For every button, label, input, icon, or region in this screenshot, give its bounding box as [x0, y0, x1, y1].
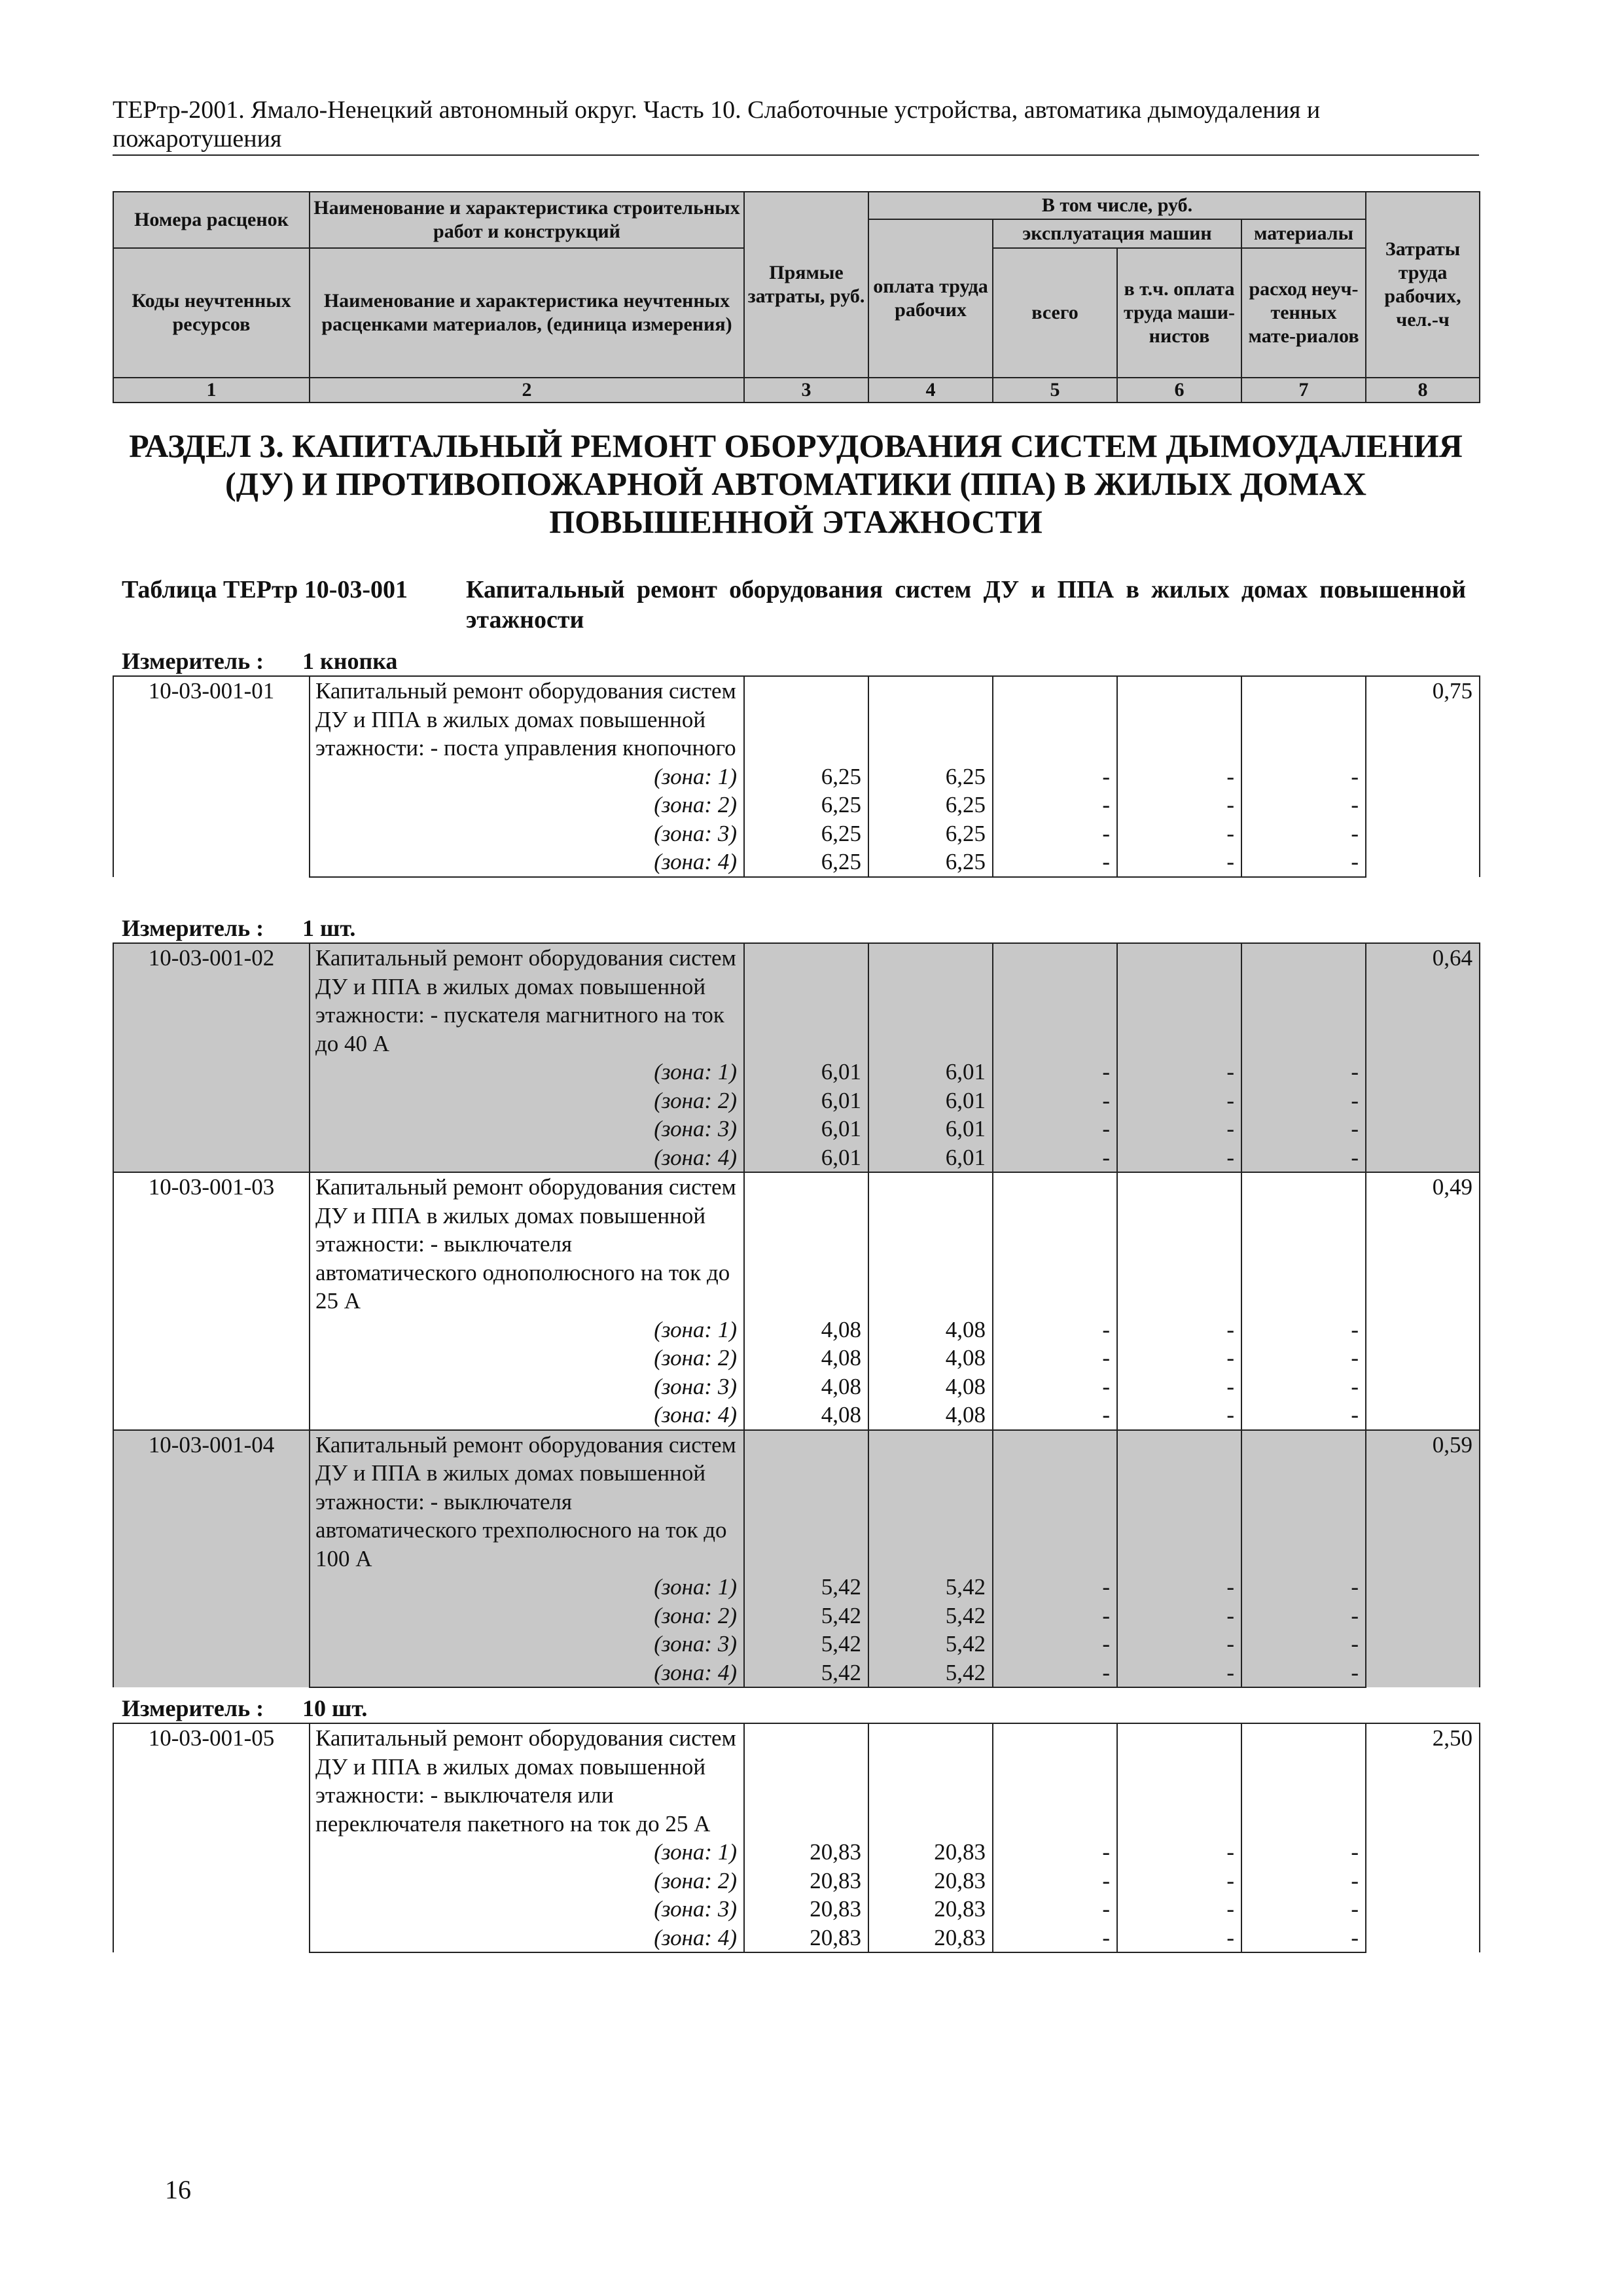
col-codes: Коды неучтенных ресурсов: [113, 248, 310, 378]
measure-label: Измеритель :: [122, 915, 264, 941]
material-use: -: [1241, 1086, 1366, 1115]
zone-label: (зона: 3): [310, 1372, 744, 1401]
worker-pay: 6,25: [868, 819, 993, 848]
direct-cost: 5,42: [744, 1630, 868, 1659]
machine-cost: -: [993, 1659, 1117, 1688]
direct-cost: 6,01: [744, 1143, 868, 1173]
col-number: 3: [744, 378, 868, 403]
machinist-pay: -: [1117, 1602, 1241, 1630]
zone-label: (зона: 4): [310, 848, 744, 877]
zone-label: (зона: 2): [310, 791, 744, 819]
machine-cost: -: [993, 819, 1117, 848]
rate-code: 10-03-001-03: [113, 1172, 310, 1430]
worker-pay: 6,01: [868, 1058, 993, 1086]
machinist-pay: -: [1117, 1372, 1241, 1401]
labor-cost: 2,50: [1366, 1723, 1480, 1952]
col-number: 7: [1241, 378, 1366, 403]
direct-cost: 20,83: [744, 1867, 868, 1895]
machinist-pay: -: [1117, 1895, 1241, 1924]
rate-name: Капитальный ремонт оборудования систем ДУ и ППА в жилых домах повышенной этажности: - пускателя магнитного на ток до 40 А: [310, 943, 744, 1058]
machine-cost: -: [993, 1630, 1117, 1659]
labor-cost: 0,64: [1366, 943, 1480, 1172]
worker-pay: 20,83: [868, 1838, 993, 1867]
material-use: -: [1241, 791, 1366, 819]
material-use: -: [1241, 1630, 1366, 1659]
col-number: 1: [113, 378, 310, 403]
measure-line: [122, 648, 398, 674]
direct-cost: 20,83: [744, 1924, 868, 1953]
measure-value: 1 шт.: [302, 915, 356, 941]
worker-pay: 4,08: [868, 1401, 993, 1430]
col-total: всего: [993, 248, 1117, 378]
worker-pay: 6,01: [868, 1086, 993, 1115]
zone-label: (зона: 2): [310, 1344, 744, 1372]
machinist-pay: -: [1117, 819, 1241, 848]
rate-entry: [113, 1723, 1480, 1952]
column-header-table: [113, 191, 1480, 403]
rate-name: Капитальный ремонт оборудования систем ДУ и ППА в жилых домах повышенной этажности: - выключателя или переключателя пакетного на ток до 25 А: [310, 1723, 744, 1838]
machine-cost: -: [993, 1058, 1117, 1086]
col-work-name: Наименование и характеристика строительных работ и конструкций: [310, 192, 744, 248]
machinist-pay: -: [1117, 762, 1241, 791]
direct-cost: 5,42: [744, 1573, 868, 1602]
col-materials: материалы: [1241, 219, 1366, 248]
worker-pay: 6,25: [868, 762, 993, 791]
table-caption-text: Капитальный ремонт оборудования систем ДУ и ППА в жилых домах повышенной этажности: [466, 576, 1466, 634]
direct-cost: 5,42: [744, 1602, 868, 1630]
zone-label: (зона: 3): [310, 1630, 744, 1659]
machine-cost: -: [993, 1143, 1117, 1173]
measure-line: [122, 915, 356, 941]
machinist-pay: -: [1117, 1086, 1241, 1115]
col-machines: эксплуатация машин: [993, 219, 1241, 248]
material-use: -: [1241, 1344, 1366, 1372]
table-caption-label: Таблица ТЕРтр 10-03-001: [122, 576, 408, 603]
worker-pay: 5,42: [868, 1602, 993, 1630]
measure-value: 1 кнопка: [302, 648, 398, 674]
col-number: 6: [1117, 378, 1241, 403]
rate-code: 10-03-001-02: [113, 943, 310, 1172]
zone-label: (зона: 3): [310, 1115, 744, 1143]
direct-cost: 5,42: [744, 1659, 868, 1688]
rate-entry: [113, 1172, 1480, 1430]
machine-cost: -: [993, 1573, 1117, 1602]
machinist-pay: -: [1117, 848, 1241, 877]
rate-name: Капитальный ремонт оборудования систем ДУ и ППА в жилых домах повышенной этажности: - выключателя автоматического однополюсного на ток до 25 А: [310, 1172, 744, 1316]
worker-pay: 5,42: [868, 1630, 993, 1659]
machine-cost: -: [993, 1372, 1117, 1401]
col-number: 4: [868, 378, 993, 403]
material-use: -: [1241, 1659, 1366, 1688]
zone-label: (зона: 2): [310, 1086, 744, 1115]
col-rate-numbers: Номера расценок: [113, 192, 310, 248]
col-number: 2: [310, 378, 744, 403]
material-use: -: [1241, 1867, 1366, 1895]
machine-cost: -: [993, 1602, 1117, 1630]
direct-cost: 4,08: [744, 1401, 868, 1430]
machine-cost: -: [993, 848, 1117, 877]
material-use: -: [1241, 819, 1366, 848]
worker-pay: 6,25: [868, 791, 993, 819]
measure-label: Измеритель :: [122, 1695, 264, 1721]
worker-pay: 20,83: [868, 1867, 993, 1895]
zone-label: (зона: 2): [310, 1867, 744, 1895]
page-number: 16: [165, 2175, 191, 2204]
col-machinist-pay: в т.ч. оплата труда маши-нистов: [1117, 248, 1241, 378]
machine-cost: -: [993, 1895, 1117, 1924]
machinist-pay: -: [1117, 1401, 1241, 1430]
col-number: 5: [993, 378, 1117, 403]
machinist-pay: -: [1117, 1058, 1241, 1086]
zone-label: (зона: 1): [310, 1838, 744, 1867]
machine-cost: -: [993, 1115, 1117, 1143]
worker-pay: 4,08: [868, 1344, 993, 1372]
machinist-pay: -: [1117, 1115, 1241, 1143]
machinist-pay: -: [1117, 1344, 1241, 1372]
machine-cost: -: [993, 791, 1117, 819]
machinist-pay: -: [1117, 1573, 1241, 1602]
rate-code: 10-03-001-01: [113, 676, 310, 877]
material-use: -: [1241, 1058, 1366, 1086]
machinist-pay: -: [1117, 1838, 1241, 1867]
zone-label: (зона: 1): [310, 1058, 744, 1086]
zone-label: (зона: 3): [310, 819, 744, 848]
worker-pay: 5,42: [868, 1659, 993, 1688]
material-use: -: [1241, 1316, 1366, 1344]
worker-pay: 5,42: [868, 1573, 993, 1602]
col-number: 8: [1366, 378, 1480, 403]
document-header: ТЕРтр-2001. Ямало-Ненецкий автономный округ. Часть 10. Слаботочные устройства, автоматика дымоудаления и пожаротушения: [113, 96, 1479, 156]
machinist-pay: -: [1117, 1867, 1241, 1895]
rate-table: [113, 942, 1480, 1688]
rate-name: Капитальный ремонт оборудования систем ДУ и ППА в жилых домах повышенной этажности: - выключателя автоматического трехполюсного на ток до 100 А: [310, 1430, 744, 1573]
machinist-pay: -: [1117, 1143, 1241, 1173]
zone-label: (зона: 4): [310, 1143, 744, 1173]
measure-line: [122, 1695, 368, 1721]
rate-code: 10-03-001-05: [113, 1723, 310, 1952]
direct-cost: 20,83: [744, 1838, 868, 1867]
machinist-pay: -: [1117, 1630, 1241, 1659]
zone-label: (зона: 3): [310, 1895, 744, 1924]
rate-entry: [113, 943, 1480, 1172]
section-title: РАЗДЕЛ 3. КАПИТАЛЬНЫЙ РЕМОНТ ОБОРУДОВАНИЯ СИСТЕМ ДЫМОУДАЛЕНИЯ (ДУ) И ПРОТИВОПОЖАРНОЙ АВТОМАТИКИ (ППА) В ЖИЛЫХ ДОМАХ ПОВЫШЕННОЙ ЭТАЖНОСТИ: [129, 427, 1463, 540]
material-use: -: [1241, 1372, 1366, 1401]
col-worker-pay: оплата труда рабочих: [868, 219, 993, 378]
rate-code: 10-03-001-04: [113, 1430, 310, 1688]
material-use: -: [1241, 1602, 1366, 1630]
zone-label: (зона: 4): [310, 1401, 744, 1430]
col-material-use: расход неуч-тенных мате-риалов: [1241, 248, 1366, 378]
direct-cost: 4,08: [744, 1316, 868, 1344]
zone-label: (зона: 4): [310, 1659, 744, 1688]
direct-cost: 20,83: [744, 1895, 868, 1924]
rate-table: [113, 675, 1480, 878]
material-use: -: [1241, 1573, 1366, 1602]
rate-table: [113, 1723, 1480, 1953]
direct-cost: 6,01: [744, 1115, 868, 1143]
direct-cost: 6,25: [744, 819, 868, 848]
zone-label: (зона: 1): [310, 1316, 744, 1344]
machinist-pay: -: [1117, 791, 1241, 819]
zone-label: (зона: 2): [310, 1602, 744, 1630]
zone-label: (зона: 1): [310, 762, 744, 791]
col-labor: Затраты труда рабочих, чел.-ч: [1366, 192, 1480, 378]
material-use: -: [1241, 1838, 1366, 1867]
direct-cost: 6,25: [744, 791, 868, 819]
worker-pay: 20,83: [868, 1895, 993, 1924]
worker-pay: 6,01: [868, 1143, 993, 1173]
machine-cost: -: [993, 1344, 1117, 1372]
direct-cost: 6,25: [744, 848, 868, 877]
worker-pay: 4,08: [868, 1372, 993, 1401]
machinist-pay: -: [1117, 1924, 1241, 1953]
machinist-pay: -: [1117, 1659, 1241, 1688]
labor-cost: 0,59: [1366, 1430, 1480, 1688]
labor-cost: 0,75: [1366, 676, 1480, 877]
machine-cost: -: [993, 1838, 1117, 1867]
measure-label: Измеритель :: [122, 648, 264, 674]
direct-cost: 6,25: [744, 762, 868, 791]
material-use: -: [1241, 848, 1366, 877]
material-use: -: [1241, 1401, 1366, 1430]
worker-pay: 4,08: [868, 1316, 993, 1344]
machine-cost: -: [993, 1924, 1117, 1953]
direct-cost: 6,01: [744, 1086, 868, 1115]
direct-cost: 4,08: [744, 1372, 868, 1401]
worker-pay: 20,83: [868, 1924, 993, 1953]
machinist-pay: -: [1117, 1316, 1241, 1344]
material-use: -: [1241, 1895, 1366, 1924]
material-use: -: [1241, 1143, 1366, 1173]
machine-cost: -: [993, 1086, 1117, 1115]
rate-entry: [113, 676, 1480, 877]
direct-cost: 6,01: [744, 1058, 868, 1086]
machine-cost: -: [993, 1867, 1117, 1895]
material-use: -: [1241, 762, 1366, 791]
rate-entry: [113, 1430, 1480, 1688]
worker-pay: 6,01: [868, 1115, 993, 1143]
material-use: -: [1241, 1924, 1366, 1953]
labor-cost: 0,49: [1366, 1172, 1480, 1430]
direct-cost: 4,08: [744, 1344, 868, 1372]
col-including: В том числе, руб.: [868, 192, 1366, 219]
machine-cost: -: [993, 762, 1117, 791]
rate-name: Капитальный ремонт оборудования систем ДУ и ППА в жилых домах повышенной этажности: - поста управления кнопочного: [310, 676, 744, 762]
machine-cost: -: [993, 1316, 1117, 1344]
material-use: -: [1241, 1115, 1366, 1143]
zone-label: (зона: 1): [310, 1573, 744, 1602]
col-material-name: Наименование и характеристика неучтенных расценками материалов, (единица измерения): [310, 248, 744, 378]
measure-value: 10 шт.: [302, 1695, 368, 1721]
zone-label: (зона: 4): [310, 1924, 744, 1953]
worker-pay: 6,25: [868, 848, 993, 877]
machine-cost: -: [993, 1401, 1117, 1430]
col-direct-costs: Прямые затраты, руб.: [744, 192, 868, 378]
